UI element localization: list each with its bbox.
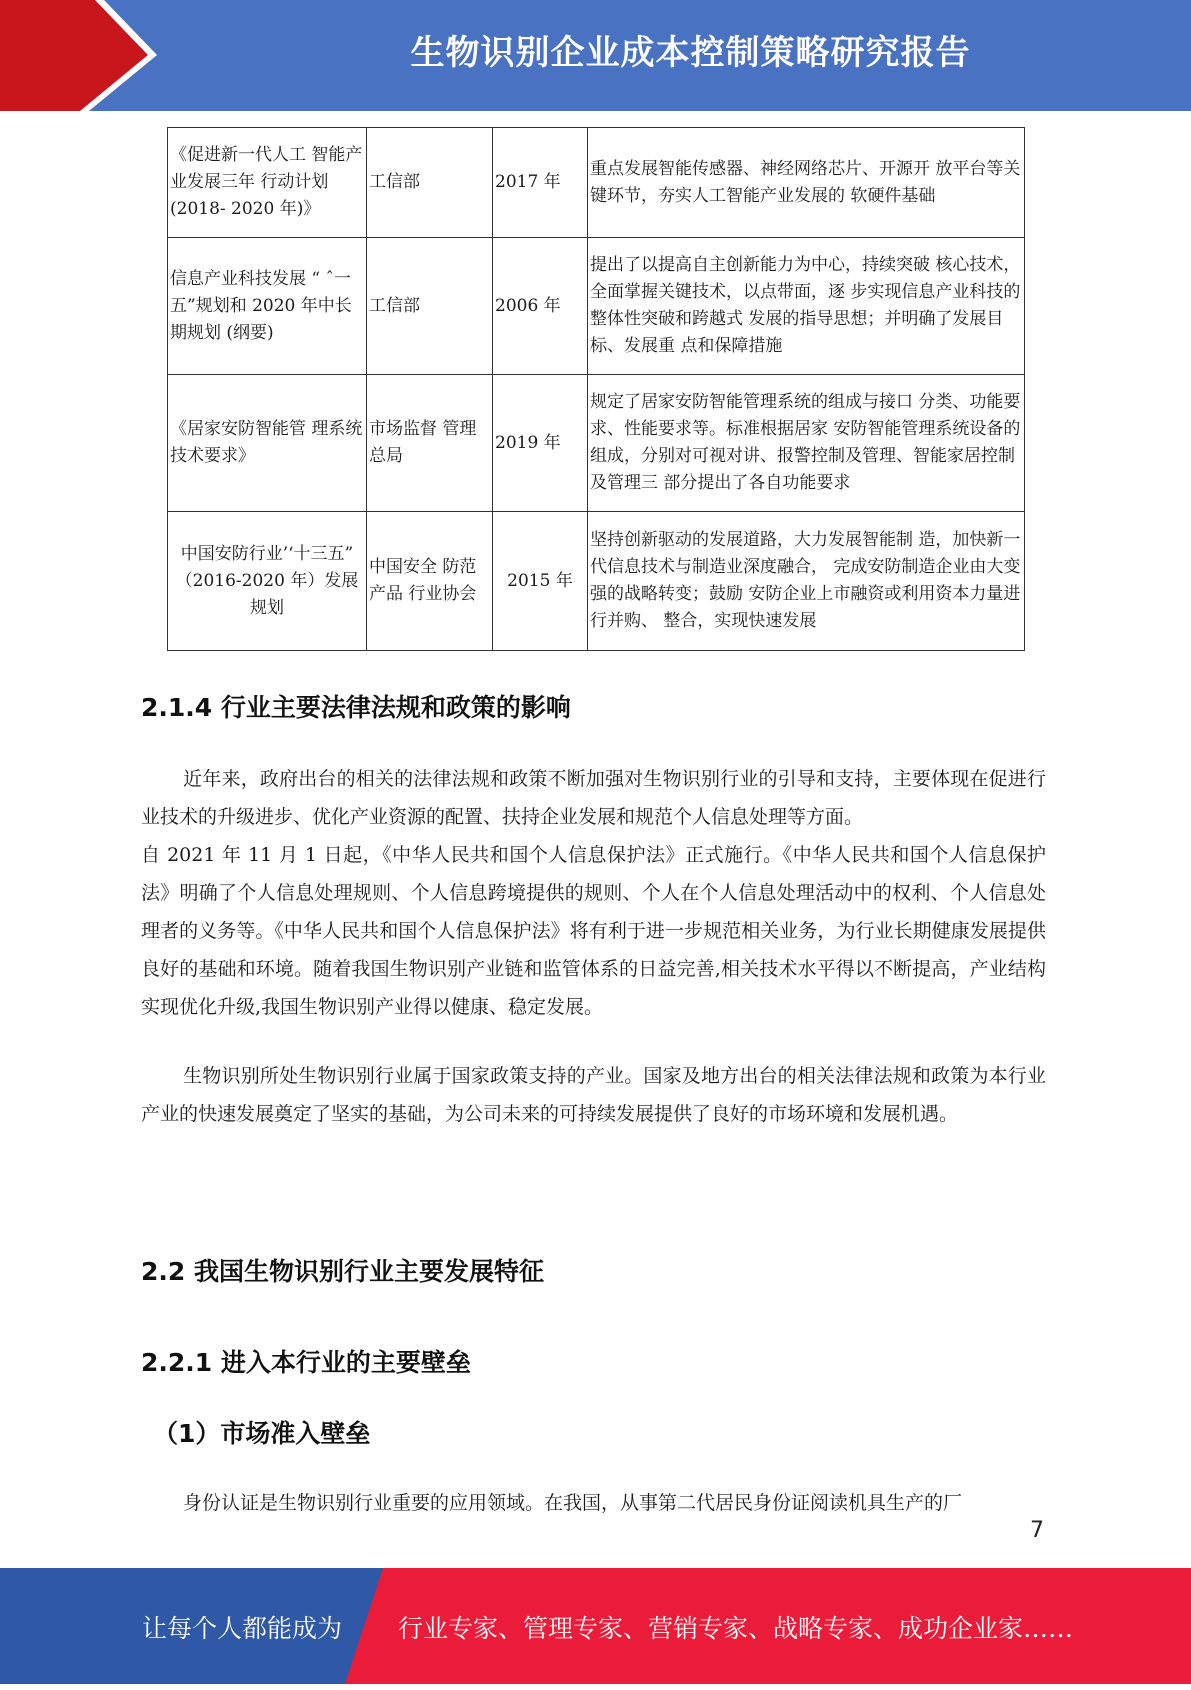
issuer-cell: 中国安全 防范产品 行业协会 xyxy=(367,512,493,651)
policy-name-cell: 《促进新一代人工 智能产业发展三年 行动计划(2018- 2020 年)》 xyxy=(168,128,367,238)
content-cell: 重点发展智能传感器、神经网络芯片、开源开 放平台等关键环节，夯实人工智能产业发展的 软硬件基础 xyxy=(588,128,1025,238)
year-cell: 2017 年 xyxy=(493,128,588,238)
policy-name-cell: 《居家安防智能管 理系统技术要求》 xyxy=(168,375,367,512)
section-heading-2-2: 2.2 我国生物识别行业主要发展特征 xyxy=(141,1257,544,1286)
issuer-cell: 市场监督 管理总局 xyxy=(367,375,493,512)
page-header xyxy=(0,0,1191,111)
footer-slogan-left: 让每个人都能成为 xyxy=(142,1614,343,1643)
paragraph-text: 近年来，政府出台的相关的法律法规和政策不断加强对生物识别行业的引导和支持，主要体现在促进行业技术的升级进步、优化产业资源的配置、扶持企业发展和规范个人信息处理等方面。 xyxy=(141,768,1046,828)
policy-name-cell: 中国安防行业’‘十三五” （2016-2020 年）发展规划 xyxy=(168,512,367,651)
policy-name-cell: 信息产业科技发展 “ ˆ一五”规划和 2020 年中长期规划 (纲要) xyxy=(168,238,367,375)
issuer-cell: 工信部 xyxy=(367,238,493,375)
page-footer xyxy=(0,1568,1191,1684)
content-cell: 规定了居家安防智能管理系统的组成与接口 分类、功能要求、性能要求等。标准根据居家 安防智能管理系统设备的组成，分别对可视对讲、报警控制及管理、智能家居控制及管理三 部分提出了各自功能要求 xyxy=(588,375,1025,512)
table-row xyxy=(168,512,1025,651)
subsection-heading-market-access: （1）市场准入壁垒 xyxy=(153,1419,371,1448)
year-cell: 2015 年 xyxy=(493,512,588,651)
issuer-cell: 工信部 xyxy=(367,128,493,238)
paragraph-text: 自 2021 年 11 月 1 日起，《中华人民共和国个人信息保护法》正式施行。《中华人民共和国个人信息保护法》明确了个人信息处理规则、个人信息跨境提供的规则、个人在个人信息处理活动中的权利、个人信息处理者的义务等。《中华人民共和国个人信息保护法》将有利于进一步规范相关业务，为行业长期健康发展提供良好的基础和环境。随着我国生物识别产业链和监管体系的日益完善,相关技术水平得以不断提高，产业结构实现优化升级,我国生物识别产业得以健康、稳定发展。 xyxy=(141,844,1046,1018)
section-2-1-4-paragraph-2 xyxy=(141,1057,1046,1133)
section-2-1-4-paragraph-1 xyxy=(141,760,1046,1026)
content-cell: 提出了以提高自主创新能力为中心，持续突破 核心技术，全面掌握关键技术，以点带面，逐 步实现信息产业科技的整体性突破和跨越式 发展的指导思想；并明确了发展目标、发展重 点和保障措施 xyxy=(588,238,1025,375)
page-number: 7 xyxy=(1030,1518,1044,1543)
policy-table xyxy=(167,127,1025,651)
year-cell: 2006 年 xyxy=(493,238,588,375)
section-2-2-1-paragraph xyxy=(141,1484,1046,1522)
paragraph-text: 身份认证是生物识别行业重要的应用领域。在我国，从事第二代居民身份证阅读机具生产的厂 xyxy=(183,1492,963,1514)
content-cell: 坚持创新驱动的发展道路，大力发展智能制 造，加快新一代信息技术与制造业深度融合， 完成安防制造企业由大变强的战略转变；鼓励 安防企业上市融资或利用资本力量进行并购、 整合，实现快速发展 xyxy=(588,512,1025,651)
section-heading-2-2-1: 2.2.1 进入本行业的主要壁垒 xyxy=(141,1348,471,1377)
section-heading-2-1-4: 2.1.4 行业主要法律法规和政策的影响 xyxy=(141,693,571,722)
year-cell: 2019 年 xyxy=(493,375,588,512)
footer-slogan-right: 行业专家、管理专家、营销专家、战略专家、成功企业家…… xyxy=(398,1614,1074,1643)
header-title: 生物识别企业成本控制策略研究报告 xyxy=(410,33,971,73)
paragraph-text: 生物识别所处生物识别行业属于国家政策支持的产业。国家及地方出台的相关法律法规和政策为本行业产业的快速发展奠定了坚实的基础，为公司未来的可持续发展提供了良好的市场环境和发展机遇。 xyxy=(141,1065,1046,1125)
table-row xyxy=(168,238,1025,375)
header-red-chevron xyxy=(0,0,160,111)
table-row xyxy=(168,128,1025,238)
table-row xyxy=(168,375,1025,512)
